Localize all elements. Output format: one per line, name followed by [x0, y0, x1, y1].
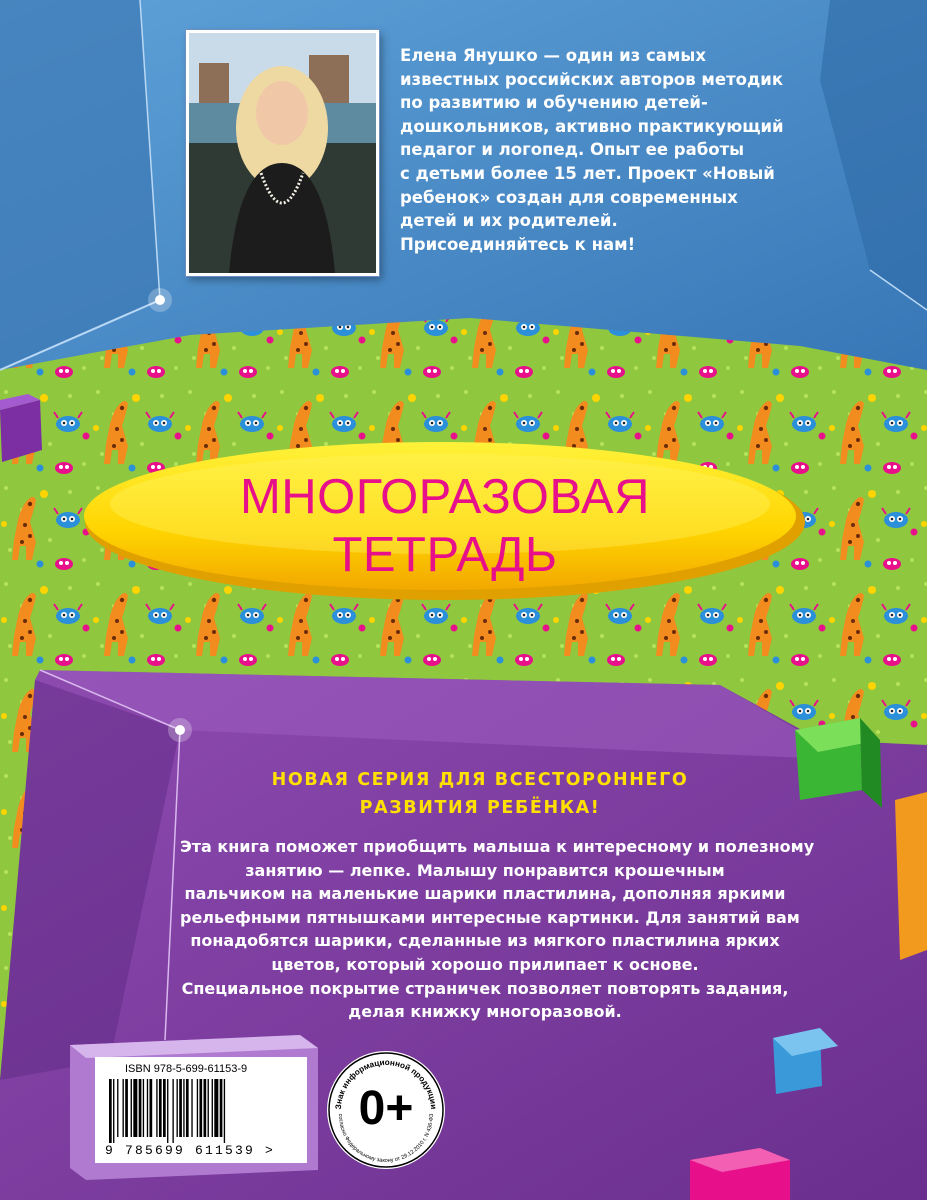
barcode-bar	[191, 1079, 192, 1137]
author-bio-line: Елена Янушко — один из самых	[400, 46, 706, 65]
description-line: Специальное покрытие страничек позволяет повторять задания,	[181, 978, 789, 998]
barcode-bar	[204, 1079, 207, 1137]
author-bio-line: педагог и логопед. Опыт ее работы	[400, 140, 745, 160]
description-line: делая книжку многоразовой.	[348, 1002, 622, 1022]
description-line: рельефными пятнышками интересные картинки. Для занятий вам	[180, 907, 800, 927]
barcode-bar	[139, 1079, 142, 1137]
book-title	[100, 468, 790, 584]
barcode-bar	[123, 1079, 124, 1137]
barcode-bar	[179, 1079, 182, 1137]
barcode-bar	[163, 1079, 166, 1137]
age-ring-top-text: Знак информационной продукции	[333, 1057, 439, 1110]
barcode-bar	[220, 1079, 223, 1137]
barcode-bar	[113, 1079, 114, 1143]
barcode-bars	[107, 1079, 295, 1143]
author-bio-line: Присоединяйтесь к нам!	[400, 234, 636, 254]
series-headline-line-1: НОВАЯ СЕРИЯ ДЛЯ ВСЕСТОРОННЕГО	[271, 770, 689, 790]
barcode-bar	[212, 1079, 213, 1137]
barcode-bar	[208, 1079, 209, 1137]
barcode-bar	[133, 1079, 137, 1137]
barcode-bar	[143, 1079, 144, 1137]
author-bio-line: с детьми более 15 лет. Проект «Новый	[400, 163, 775, 183]
series-headline-line-2: РАЗВИТИЯ РЕБЁНКА!	[359, 798, 601, 818]
barcode-bar	[214, 1079, 218, 1137]
age-rating-value: 0+	[358, 1082, 414, 1135]
barcode-bar	[197, 1079, 198, 1137]
author-bio	[400, 44, 820, 256]
barcode-bar	[125, 1079, 128, 1137]
description-line: Эта книга поможет приобщить малыша к интересному и полезному	[180, 837, 815, 856]
barcode-bar	[150, 1079, 153, 1137]
barcode-bar	[186, 1079, 189, 1137]
barcode-bar	[117, 1079, 118, 1137]
isbn-number: ISBN 978-5-699-61153-9	[125, 1063, 248, 1075]
author-bio-line: известных российских авторов методик	[400, 69, 784, 89]
description-line: цветов, который хорошо прилипает к основе.	[271, 954, 699, 974]
age-rating-badge	[327, 1051, 445, 1169]
book-title-line-2: ТЕТРАДЬ	[332, 528, 558, 582]
description-line: занятию — лепке. Малышу понравится крошечным	[245, 860, 725, 880]
barcode-bar	[159, 1079, 162, 1137]
description-line: понадобятся шарики, сделанные из мягкого пластилина ярких	[190, 931, 780, 951]
book-description	[180, 835, 815, 1024]
barcode-bar	[147, 1079, 148, 1137]
barcode-bar	[109, 1079, 112, 1143]
barcode-bar	[177, 1079, 178, 1137]
author-photo	[186, 30, 379, 276]
author-bio-line: по развитию и обучению детей-	[400, 93, 708, 113]
age-ring-bottom-text: согласно Федеральному закону от 29.12.2010 г. N 436-ФЗ	[336, 1113, 436, 1165]
barcode-bar	[167, 1079, 168, 1143]
isbn-barcode	[95, 1057, 307, 1163]
barcode-bar	[224, 1079, 225, 1143]
barcode-bar	[183, 1079, 184, 1137]
barcode-bar	[131, 1079, 132, 1137]
series-headline	[200, 766, 760, 822]
author-bio-line: ребенок» создан для современных	[400, 187, 738, 207]
author-bio-line: детей и их родителей.	[400, 211, 618, 231]
author-bio-line: дошкольников, активно практикующий	[400, 116, 784, 136]
description-line: пальчиком на маленькие шарики пластилина, дополняя яркими	[184, 884, 786, 904]
barcode-bar	[199, 1079, 202, 1137]
ean-digits: 9 785699 611539 >	[105, 1143, 276, 1158]
barcode-bar	[156, 1079, 157, 1137]
book-title-line-1: МНОГОРАЗОВАЯ	[239, 470, 651, 524]
barcode-bar	[172, 1079, 173, 1143]
